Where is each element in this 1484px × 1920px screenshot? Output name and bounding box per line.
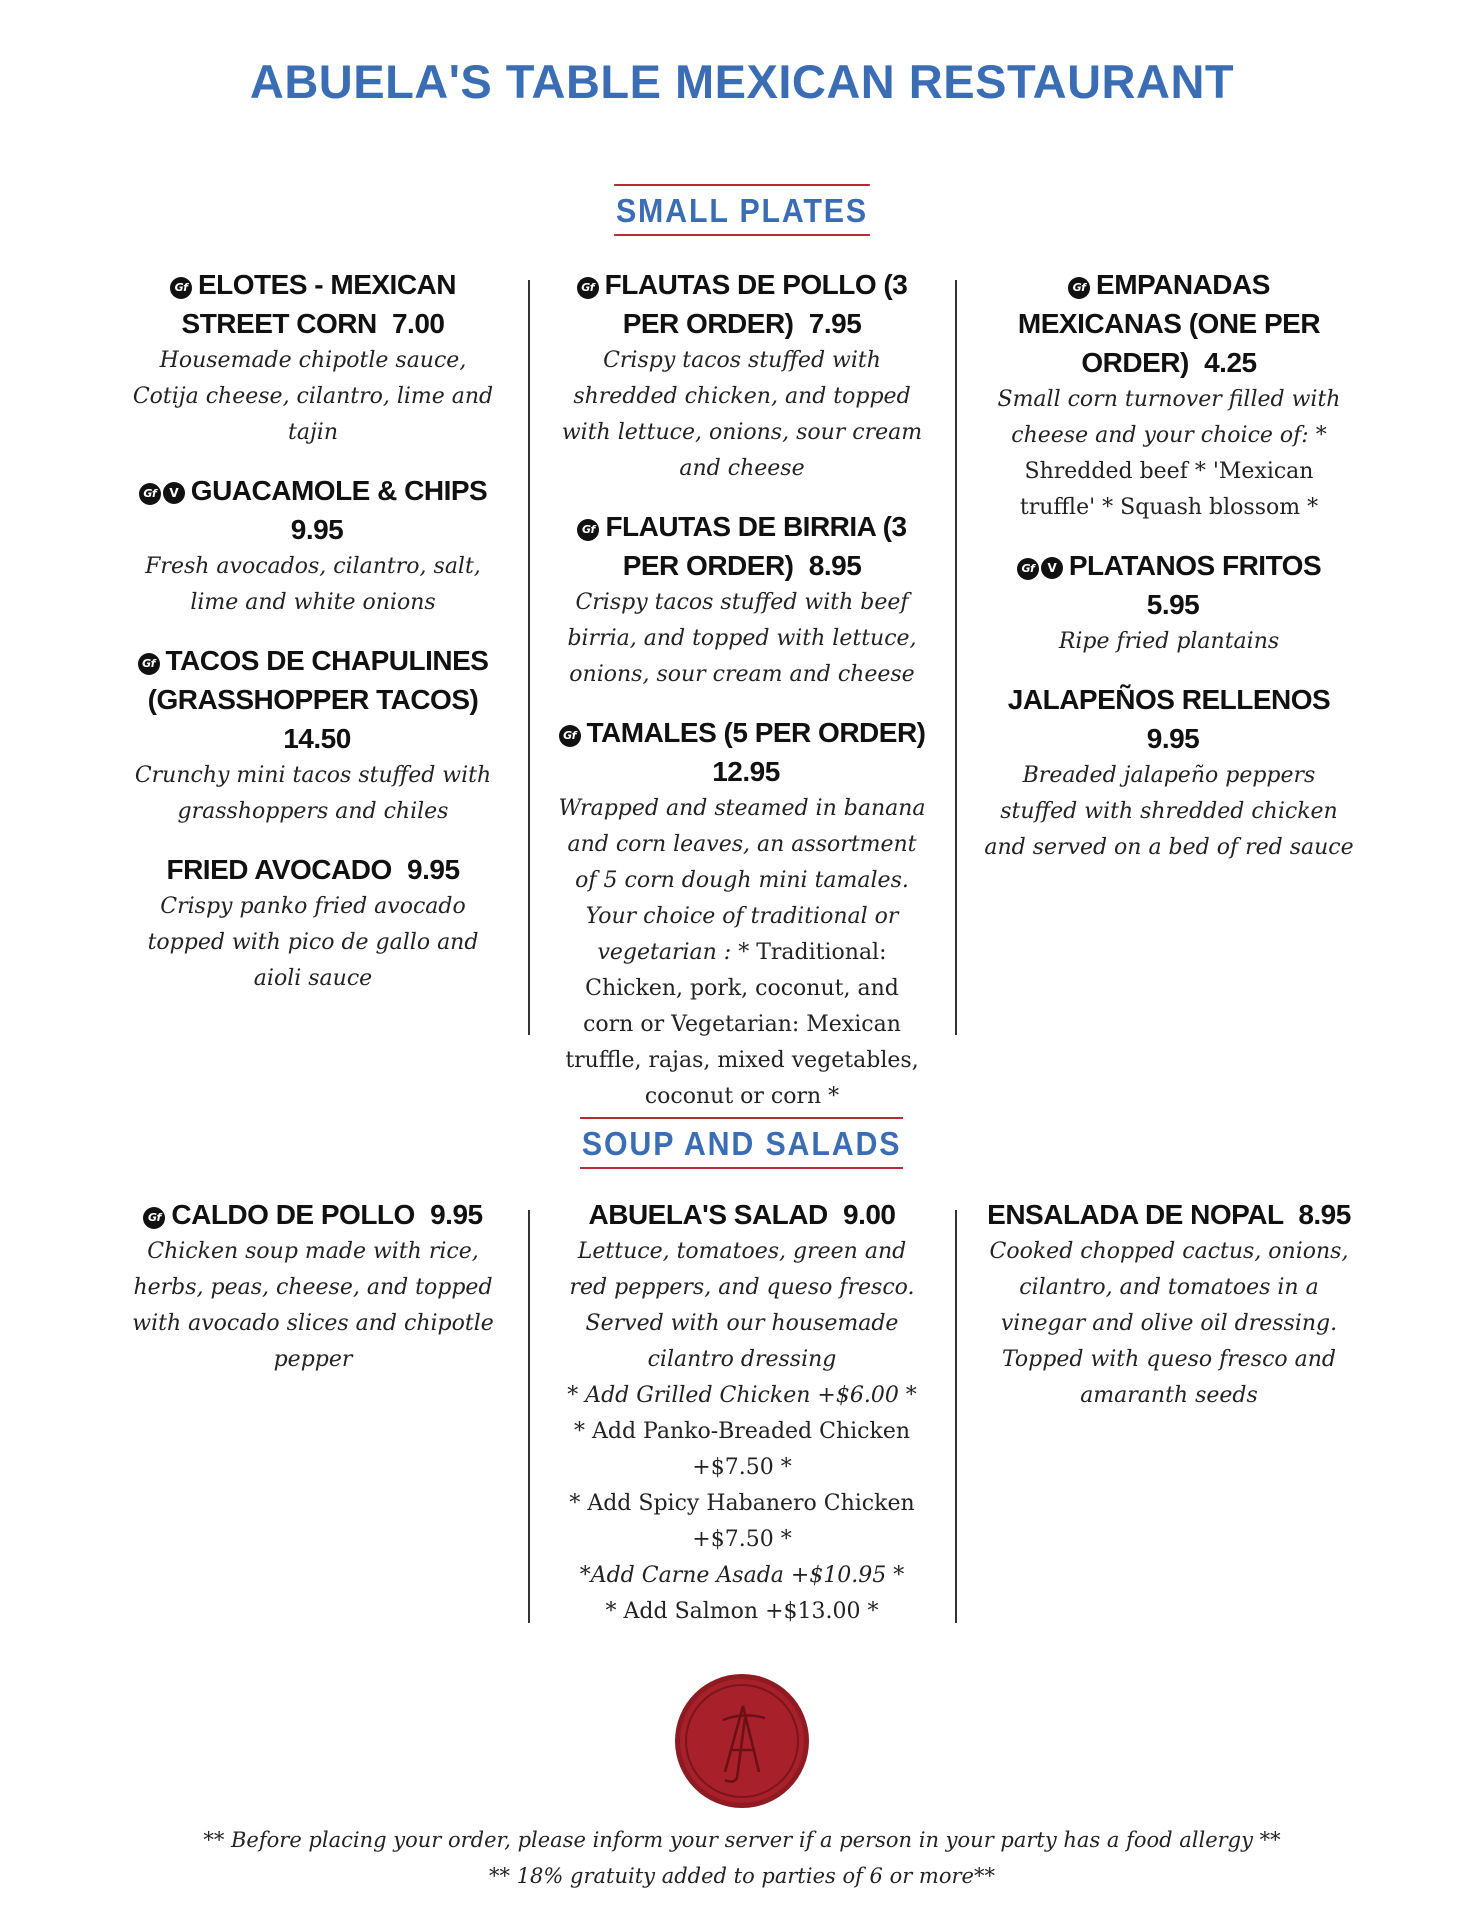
addon-line: *Add Carne Asada +$10.95 * <box>579 1563 905 1588</box>
item-price: 9.95 <box>1146 723 1200 754</box>
menu-item-platanos-fritos <box>984 546 1354 660</box>
menu-item-flautas-pollo <box>557 265 927 487</box>
allergy-notice: ** Before placing your order, please inform your server if a person in your party has a food allergy ** <box>203 1828 1281 1852</box>
item-description: Wrapped and steamed in banana and corn leaves, an assortment of 5 corn dough mini tamales. Your choice of traditional or vegetarian : * Traditional: Chicken, pork, coconut, and corn or Vegetarian: Mexican truffle, rajas, mixed vegetables, coconut or corn * <box>558 796 926 1109</box>
column-divider <box>955 280 957 1035</box>
gluten-free-icon: Gf <box>170 277 192 299</box>
item-description: Housemade chipotle sauce, Cotija cheese, cilantro, lime and tajin <box>132 348 494 445</box>
column-divider <box>528 280 530 1035</box>
item-name: Gf V GUACAMOLE & CHIPS 9.95 <box>128 471 498 549</box>
menu-item-tacos-chapulines <box>128 641 498 830</box>
item-description: Crispy panko fried avocado topped with pico de gallo and aioli sauce <box>147 894 479 991</box>
item-price: 8.95 <box>808 550 862 581</box>
gluten-free-icon: Gf <box>1017 558 1039 580</box>
gluten-free-icon: Gf <box>577 519 599 541</box>
column-divider <box>528 1210 530 1623</box>
column-divider <box>955 1210 957 1623</box>
item-name: Gf TAMALES (5 PER ORDER) 12.95 <box>557 713 927 791</box>
addon-line: * Add Panko-Breaded Chicken +$7.50 * <box>573 1419 911 1480</box>
menu-item-flautas-birria <box>557 507 927 693</box>
addon-line: * Add Grilled Chicken +$6.00 * <box>567 1383 917 1408</box>
item-options: * Shredded beef * 'Mexican truffle' * Squash blossom * <box>1019 423 1327 520</box>
menu-item-jalapenos-rellenos <box>984 680 1354 866</box>
menu-item-tamales <box>557 713 927 1115</box>
item-description: Lettuce, tomatoes, green and red peppers, and queso fresco. Served with our housemade cilantro dressing <box>569 1239 915 1372</box>
item-name: Gf TACOS DE CHAPULINES (GRASSHOPPER TACOS) 14.50 <box>128 641 498 758</box>
item-name: FRIED AVOCADO 9.95 <box>166 854 460 885</box>
menu-item-guacamole <box>128 471 498 621</box>
addon-line: * Add Salmon +$13.00 * <box>605 1599 879 1624</box>
section-heading-soup-salads: SOUP AND SALADS <box>0 1117 1484 1169</box>
menu-item-abuelas-salad <box>557 1195 927 1630</box>
item-description: Breaded jalapeño peppers stuffed with shredded chicken and served on a bed of red sauce <box>984 763 1354 860</box>
item-name: ABUELA'S SALAD 9.00 <box>588 1199 896 1230</box>
small-plates-column-3 <box>984 265 1354 886</box>
soup-salads-column-2 <box>557 1195 927 1650</box>
item-name: Gf ELOTES - MEXICAN STREET CORN 7.00 <box>128 265 498 343</box>
item-price: 14.50 <box>283 723 351 754</box>
gluten-free-icon: Gf <box>1068 277 1090 299</box>
item-description: Crispy tacos stuffed with beef birria, and topped with lettuce, onions, sour cream and cheese <box>567 590 917 687</box>
small-plates-column-2 <box>557 265 927 1135</box>
item-price: 9.00 <box>843 1199 896 1230</box>
vegetarian-icon: V <box>163 482 185 504</box>
item-price: 8.95 <box>1298 1199 1351 1230</box>
item-description: Crunchy mini tacos stuffed with grasshoppers and chiles <box>134 763 492 824</box>
small-plates-column-1 <box>128 265 498 1017</box>
item-price: 7.00 <box>391 308 445 339</box>
item-name: Gf FLAUTAS DE BIRRIA (3 PER ORDER) 8.95 <box>557 507 927 585</box>
item-price: 5.95 <box>1146 589 1200 620</box>
item-description: Ripe fried plantains <box>1058 629 1280 654</box>
item-name: Gf FLAUTAS DE POLLO (3 PER ORDER) 7.95 <box>557 265 927 343</box>
menu-item-empanadas <box>984 265 1354 526</box>
addon-line: * Add Spicy Habanero Chicken +$7.50 * <box>569 1491 915 1552</box>
item-description: Cooked chopped cactus, onions, cilantro, and tomatoes in a vinegar and olive oil dressing. Topped with queso fresco and amaranth seeds <box>989 1239 1349 1408</box>
item-price: 9.95 <box>407 854 460 885</box>
vegetarian-icon: V <box>1041 557 1063 579</box>
restaurant-seal-logo-icon <box>673 1672 811 1810</box>
soup-salads-column-3 <box>984 1195 1354 1434</box>
menu-item-ensalada-de-nopal <box>984 1195 1354 1414</box>
gluten-free-icon: Gf <box>143 1207 165 1229</box>
item-description: Fresh avocados, cilantro, salt, lime and white onions <box>145 554 481 615</box>
item-price: 4.25 <box>1204 347 1257 378</box>
gluten-free-icon: Gf <box>577 277 599 299</box>
menu-item-caldo-de-pollo <box>128 1195 498 1378</box>
item-name: ENSALADA DE NOPAL 8.95 <box>987 1199 1351 1230</box>
menu-item-elotes <box>128 265 498 451</box>
item-options: * Traditional: Chicken, pork, coconut, and corn or Vegetarian: Mexican truffle, rajas, mixed vegetables, coconut or corn * <box>565 940 919 1109</box>
item-name: Gf CALDO DE POLLO 9.95 <box>128 1195 498 1234</box>
item-price: 9.95 <box>430 1199 483 1230</box>
gratuity-notice: ** 18% gratuity added to parties of 6 or more** <box>489 1864 995 1888</box>
footer-notes <box>0 1822 1484 1894</box>
item-name: Gf EMPANADAS MEXICANAS (ONE PER ORDER) 4.25 <box>1017 269 1321 378</box>
item-name: Gf V PLATANOS FRITOS 5.95 <box>984 546 1354 624</box>
item-name: JALAPEÑOS RELLENOS 9.95 <box>1007 684 1331 754</box>
gluten-free-icon: Gf <box>139 483 161 505</box>
item-price: 9.95 <box>290 514 344 545</box>
item-price: 12.95 <box>712 756 780 787</box>
item-description: Small corn turnover filled with cheese and your choice of: * Shredded beef * 'Mexican truffle' * Squash blossom * <box>997 387 1341 520</box>
gluten-free-icon: Gf <box>138 653 160 675</box>
item-description: Crispy tacos stuffed with shredded chicken, and topped with lettuce, onions, sour cream and cheese <box>561 348 923 481</box>
item-price: 7.95 <box>808 308 862 339</box>
soup-salads-column-1 <box>128 1195 498 1398</box>
item-description: Chicken soup made with rice, herbs, peas, cheese, and topped with avocado slices and chipotle pepper <box>132 1239 494 1372</box>
menu-item-fried-avocado <box>128 850 498 997</box>
restaurant-title: ABUELA'S TABLE MEXICAN RESTAURANT <box>249 55 1235 108</box>
section-heading-small-plates: SMALL PLATES <box>0 184 1484 236</box>
gluten-free-icon: Gf <box>559 725 581 747</box>
